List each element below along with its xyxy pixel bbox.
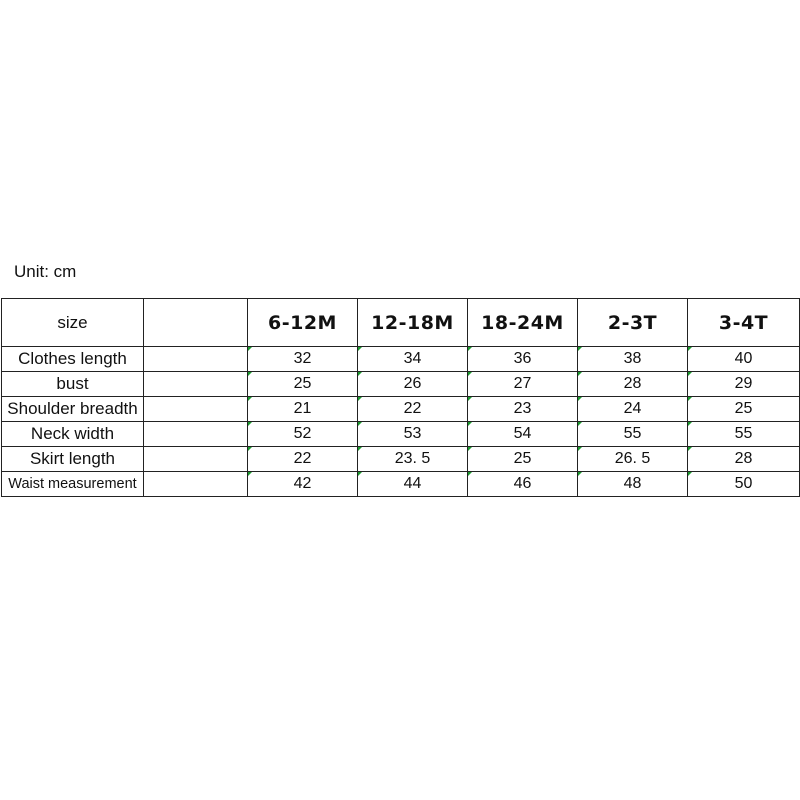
measurement-label: bust — [2, 372, 144, 397]
size-column-header: 6-12M — [248, 299, 358, 347]
measurement-value: 42 — [248, 472, 358, 497]
measurement-value: 32 — [248, 347, 358, 372]
size-chart-table — [1, 298, 800, 497]
measurement-value: 26. 5 — [578, 447, 688, 472]
empty-cell — [144, 422, 248, 447]
table-row — [2, 347, 800, 372]
measurement-value: 55 — [578, 422, 688, 447]
measurement-value: 25 — [468, 447, 578, 472]
measurement-value: 34 — [358, 347, 468, 372]
measurement-value: 29 — [688, 372, 800, 397]
measurement-value: 53 — [358, 422, 468, 447]
measurement-value: 55 — [688, 422, 800, 447]
measurement-value: 48 — [578, 472, 688, 497]
measurement-value: 28 — [578, 372, 688, 397]
measurement-value: 26 — [358, 372, 468, 397]
size-column-header: 2-3T — [578, 299, 688, 347]
measurement-value: 44 — [358, 472, 468, 497]
measurement-value: 50 — [688, 472, 800, 497]
size-column-header: 12-18M — [358, 299, 468, 347]
measurement-value: 38 — [578, 347, 688, 372]
measurement-value: 23 — [468, 397, 578, 422]
empty-cell — [144, 447, 248, 472]
measurement-value: 21 — [248, 397, 358, 422]
measurement-value: 23. 5 — [358, 447, 468, 472]
measurement-value: 22 — [248, 447, 358, 472]
empty-header-cell — [144, 299, 248, 347]
empty-cell — [144, 397, 248, 422]
measurement-label: Skirt length — [2, 447, 144, 472]
measurement-value: 36 — [468, 347, 578, 372]
measurement-label: Waist measurement — [2, 472, 144, 497]
measurement-value: 22 — [358, 397, 468, 422]
measurement-label: Shoulder breadth — [2, 397, 144, 422]
measurement-value: 28 — [688, 447, 800, 472]
measurement-value: 52 — [248, 422, 358, 447]
empty-cell — [144, 472, 248, 497]
measurement-value: 24 — [578, 397, 688, 422]
size-column-header: 3-4T — [688, 299, 800, 347]
measurement-value: 27 — [468, 372, 578, 397]
empty-cell — [144, 372, 248, 397]
measurement-value: 46 — [468, 472, 578, 497]
table-header-row — [2, 299, 800, 347]
table-row — [2, 372, 800, 397]
size-header-label: size — [2, 299, 144, 347]
measurement-label: Neck width — [2, 422, 144, 447]
measurement-value: 54 — [468, 422, 578, 447]
empty-cell — [144, 347, 248, 372]
measurement-value: 25 — [688, 397, 800, 422]
measurement-label: Clothes length — [2, 347, 144, 372]
unit-label: Unit: cm — [14, 262, 77, 281]
table-row — [2, 447, 800, 472]
size-column-header: 18-24M — [468, 299, 578, 347]
table-row — [2, 397, 800, 422]
table-row — [2, 422, 800, 447]
table-row — [2, 472, 800, 497]
measurement-value: 25 — [248, 372, 358, 397]
measurement-value: 40 — [688, 347, 800, 372]
